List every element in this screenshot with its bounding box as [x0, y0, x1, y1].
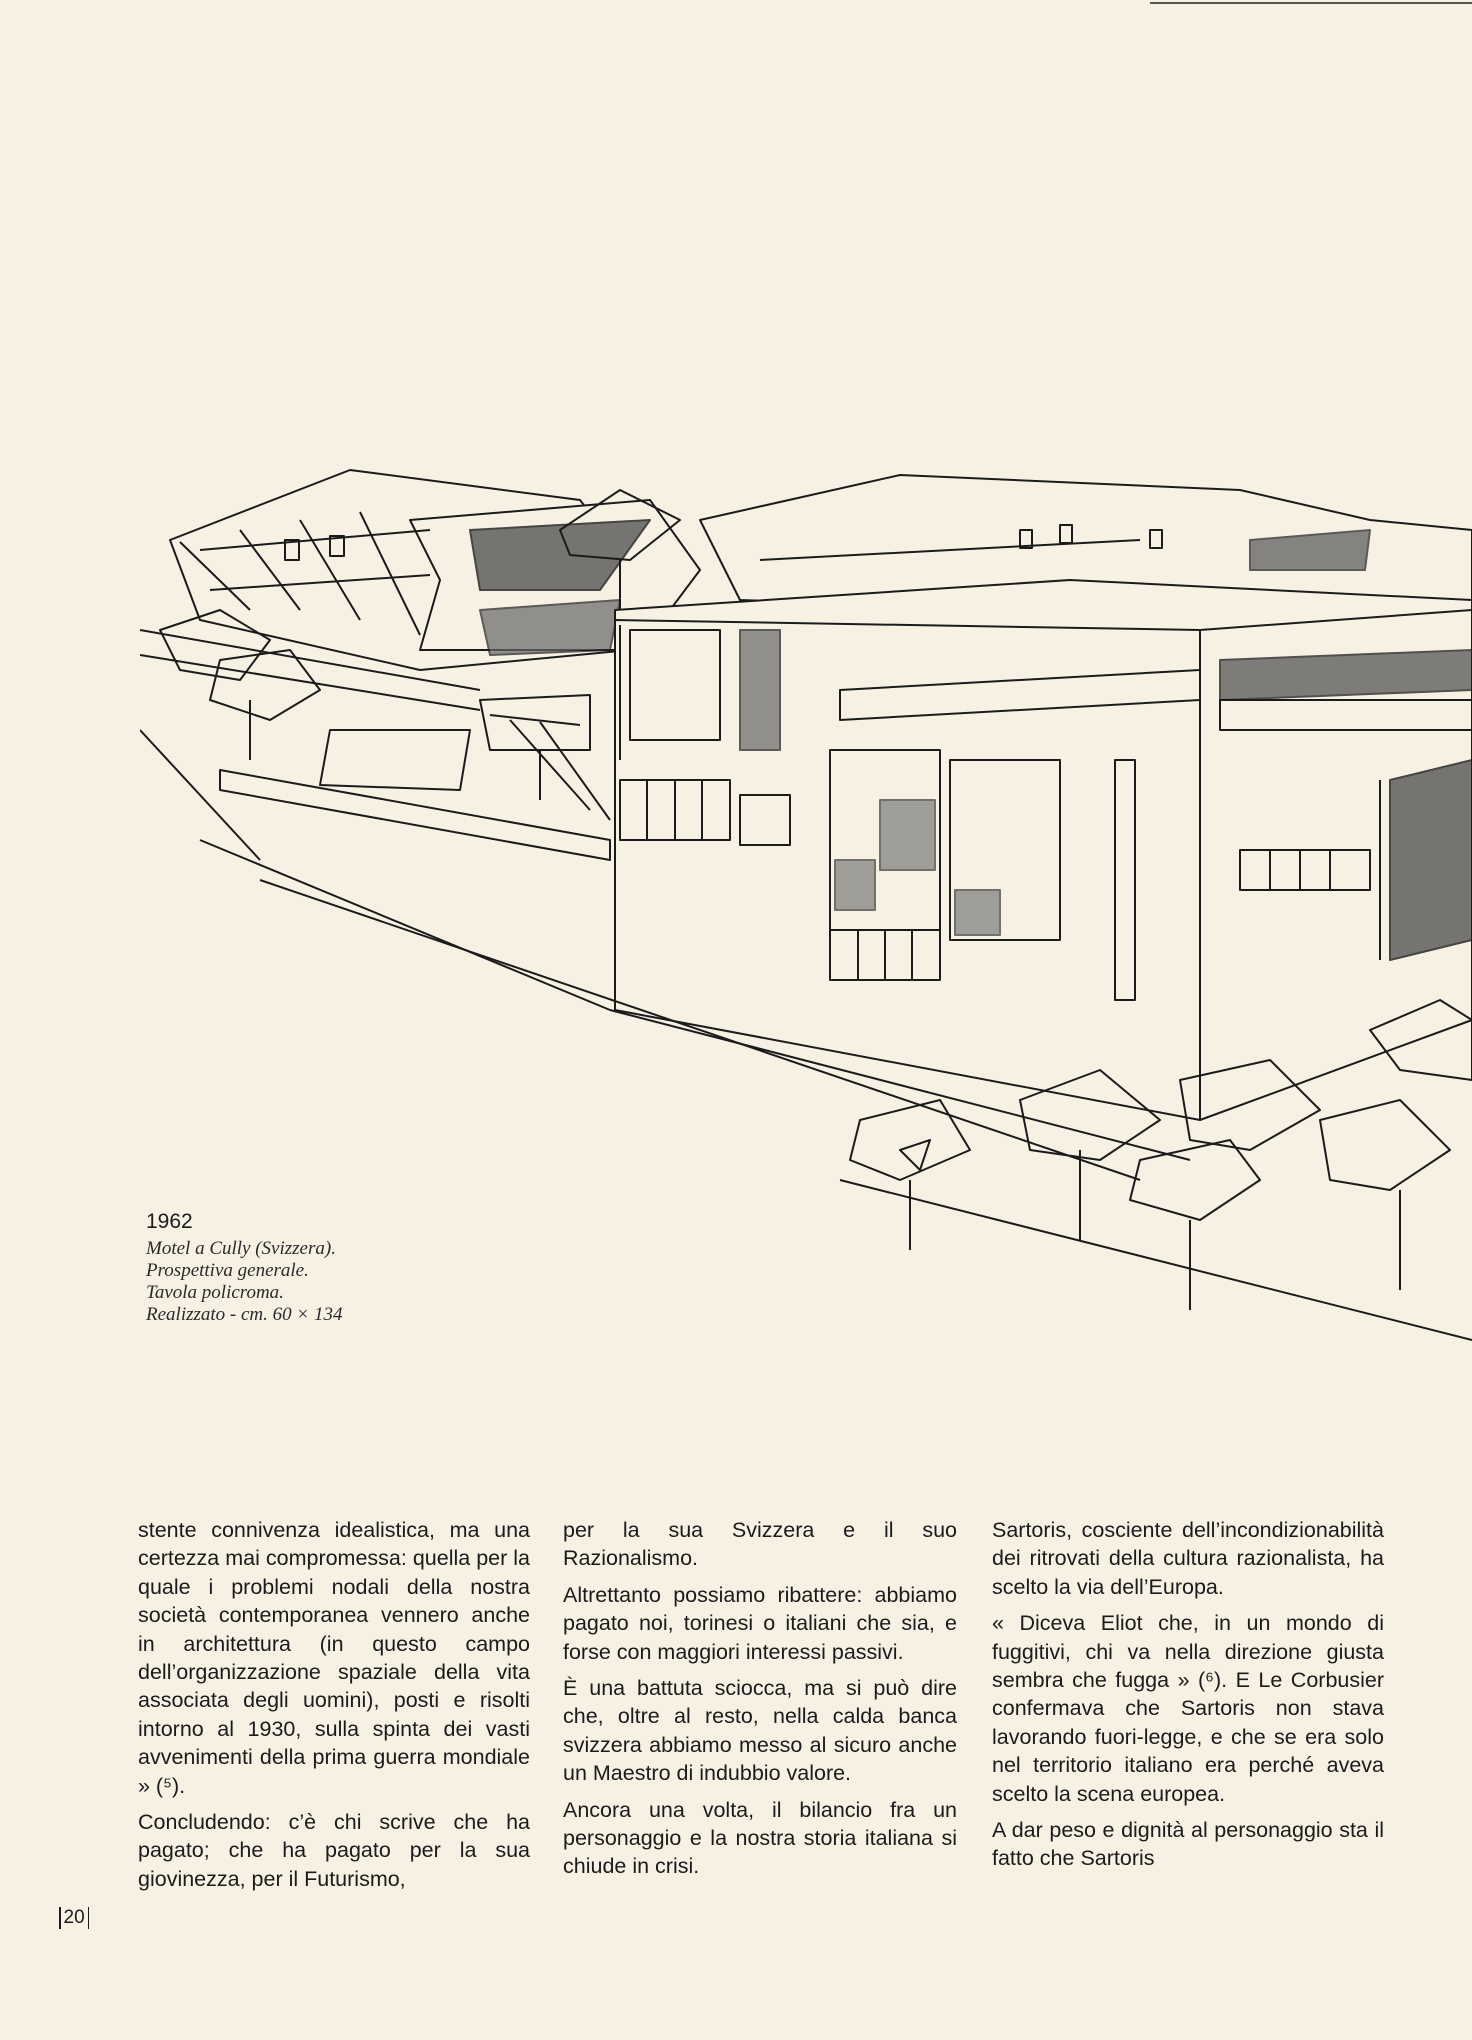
- column-3-paragraph: Sartoris, cosciente dell’incondizionabilità dei ritrovati della cultura razionalista, ha scelto la via dell’Europa.: [992, 1518, 1384, 1599]
- caption-year: 1962: [146, 1210, 193, 1233]
- caption-title: Motel a Cully (Svizzera).: [146, 1238, 336, 1259]
- caption-medium: Tavola policroma.: [146, 1282, 284, 1303]
- column-2-paragraph: per la sua Svizzera e il suo Razionalismo.: [563, 1518, 957, 1571]
- figure-caption: [146, 1210, 566, 1326]
- main-building: [615, 580, 1472, 1120]
- text-column-3: [992, 1516, 1384, 1881]
- column-2-paragraph: È una battuta sciocca, ma si può dire che, oltre al resto, nella calda banca svizzera abbiamo messo al sicuro anche un Maestro di indubbio valore.: [563, 1676, 957, 1786]
- top-edge-rule: [1150, 2, 1472, 4]
- column-3-paragraph: « Diceva Eliot che, in un mondo di fuggitivi, chi va nella direzione giusta sembra che fugga » (⁶). E Le Corbusier confermava che Sartoris non stava lavorando fuori-legge, e che se era solo nel territorio italiano era perché aveva scelto la scena europea.: [992, 1611, 1384, 1806]
- text-column-1: [138, 1516, 530, 1901]
- column-3-paragraph: A dar peso e dignità al personaggio sta il fatto che Sartoris: [992, 1818, 1384, 1871]
- page-number-value: 20: [63, 1907, 85, 1929]
- column-2-paragraph: Ancora una volta, il bilancio fra un personaggio e la nostra storia italiana si chiude in crisi.: [563, 1797, 957, 1879]
- caption-subtitle: Prospettiva generale.: [146, 1260, 309, 1281]
- page-number: [56, 1907, 92, 1929]
- column-1-paragraph: stente connivenza idealistica, ma una certezza mai compromessa: quella per la quale i problemi nodali della nostra società contemporanea vennero anche in architettura (in questo campo dell’organizzazione spaziale della vita associata degli uomini), posti e risolti intorno al 1930, sulla spinta dei vasti avvenimenti della prima guerra mondiale » (⁵).: [138, 1518, 530, 1798]
- text-column-2: [563, 1516, 957, 1889]
- page-number-bar-right: [88, 1907, 90, 1929]
- column-1-paragraph: Concludendo: c’è chi scrive che ha pagato; che ha pagato per la sua giovinezza, per il Futurismo,: [138, 1810, 530, 1891]
- column-2-paragraph: Altrettanto possiamo ribattere: abbiamo pagato noi, torinesi o italiani che sia, e forse con maggiori interessi passivi.: [563, 1582, 957, 1664]
- page-number-bar-left: [59, 1907, 61, 1929]
- caption-dimensions: Realizzato - cm. 60 × 134: [146, 1304, 343, 1325]
